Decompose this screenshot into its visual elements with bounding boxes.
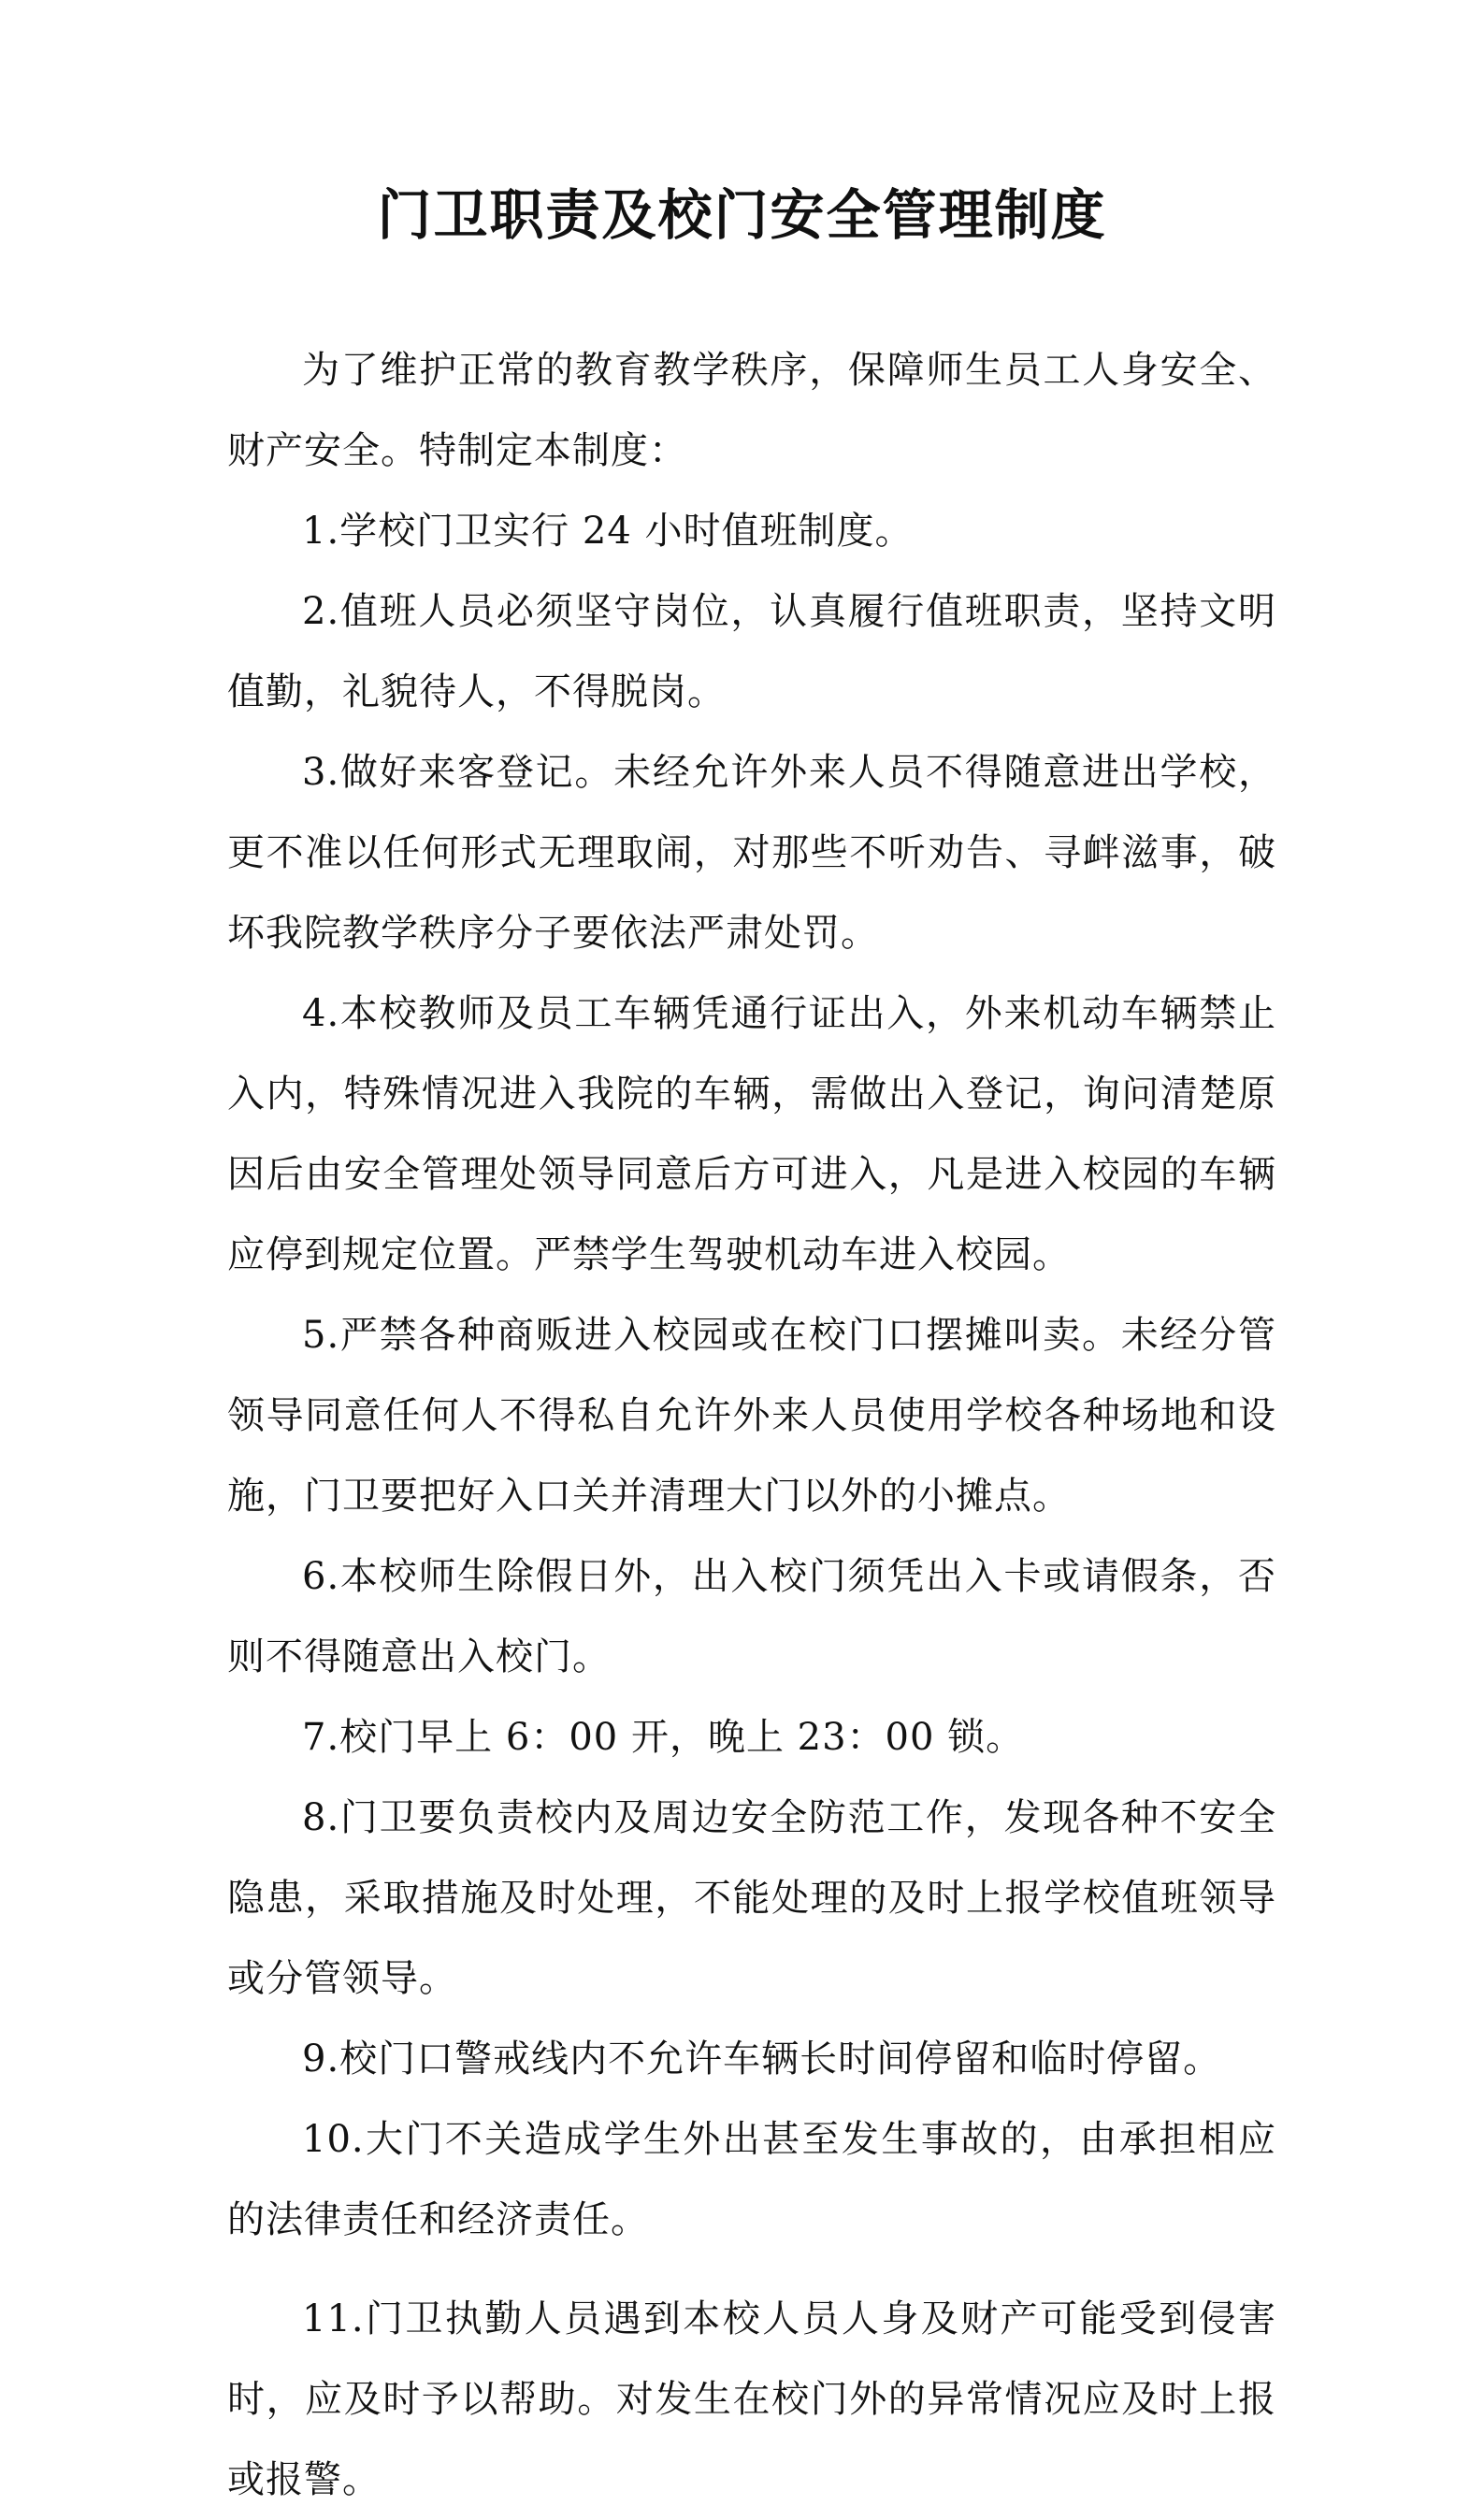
document-title: 门卫职责及校门安全管理制度 [377, 183, 1107, 247]
rule-paragraph-2: 2.值班人员必须坚守岗位，认真履行值班职责，坚持文明值勤，礼貌待人，不得脱岗。 [227, 590, 1276, 713]
intro-paragraph: 为了维护正常的教育教学秩序，保障师生员工人身安全、财产安全。特制定本制度： [227, 349, 1276, 472]
rule-paragraph-6: 6.本校师生除假日外，出入校门须凭出入卡或请假条，否则不得随意出入校门。 [227, 1555, 1276, 1678]
rule-paragraph-9: 9.校门口警戒线内不允许车辆长时间停留和临时停留。 [302, 2038, 1222, 2081]
rule-paragraph-8: 8.门卫要负责校内及周边安全防范工作，发现各种不安全隐患，采取措施及时处理，不能处理的及时上报学校值班领导或分管领导。 [227, 1796, 1276, 2000]
document-body [227, 330, 1276, 2520]
rule-paragraph-4: 4.本校教师及员工车辆凭通行证出入，外来机动车辆禁止入内，特殊情况进入我院的车辆，需做出入登记，询问清楚原因后由安全管理处领导同意后方可进入，凡是进入校园的车辆应停到规定位置。严禁学生驾驶机动车进入校园。 [227, 992, 1276, 1276]
rule-paragraph-1: 1.学校门卫实行 24 小时值班制度。 [302, 510, 914, 553]
rule-paragraph-3: 3.做好来客登记。未经允许外来人员不得随意进出学校，更不准以任何形式无理取闹，对那些不听劝告、寻衅滋事，破坏我院教学秩序分子要依法严肃处罚。 [227, 751, 1276, 955]
rule-paragraph-7: 7.校门早上 6：00 开，晚上 23：00 锁。 [302, 1716, 1025, 1759]
rule-paragraph-11: 11.门卫执勤人员遇到本校人员人身及财产可能受到侵害时，应及时予以帮助。对发生在校门外的异常情况应及时上报或报警。 [227, 2297, 1276, 2501]
rule-paragraph-5: 5.严禁各种商贩进入校园或在校门口摆摊叫卖。未经分管领导同意任何人不得私自允许外来人员使用学校各种场地和设施，门卫要把好入口关并清理大门以外的小摊点。 [227, 1314, 1276, 1518]
rule-paragraph-10: 10.大门不关造成学生外出甚至发生事故的，由承担相应的法律责任和经济责任。 [227, 2118, 1276, 2241]
